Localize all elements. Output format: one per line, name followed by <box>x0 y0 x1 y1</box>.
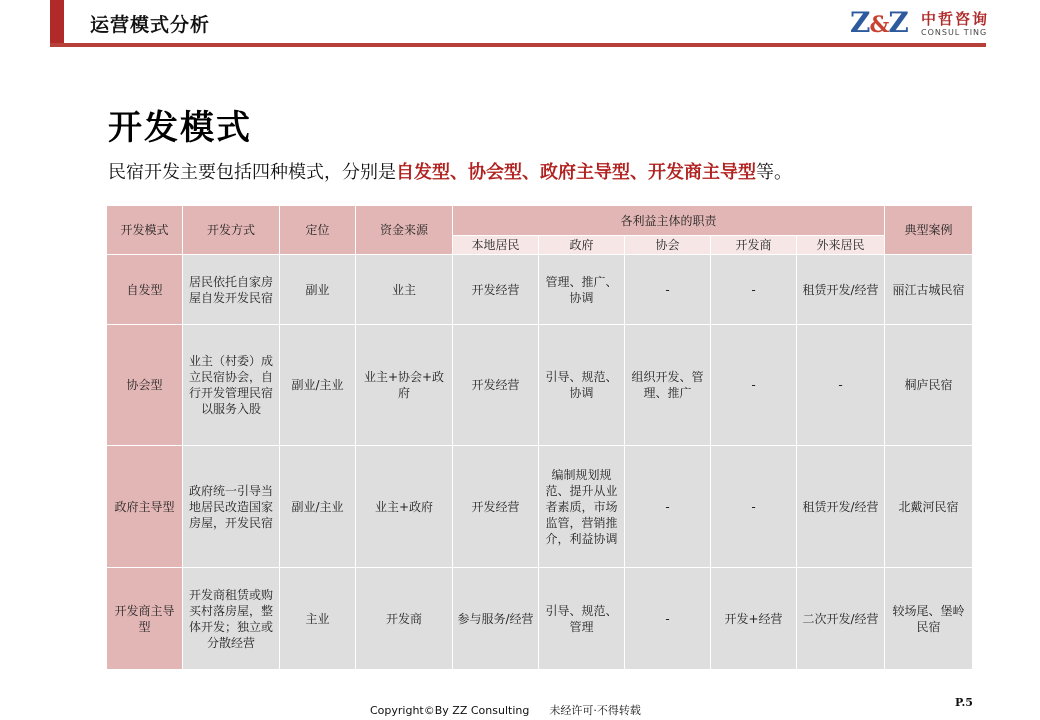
row-case: 丽江古城民宿 <box>885 255 973 325</box>
intro-prefix: 民宿开发主要包括四种模式，分别是 <box>108 162 396 183</box>
row-government-duty: 引导、规范、协调 <box>539 325 625 446</box>
intro-paragraph <box>108 158 792 184</box>
table-row <box>107 568 973 670</box>
header-stakeholder-developer: 开发商 <box>711 236 797 255</box>
header-funding: 资金来源 <box>356 206 453 255</box>
company-logo-english: CONSUL TING <box>921 28 988 37</box>
page-header-title: 运营模式分析 <box>90 14 211 36</box>
section-title: 开发模式 <box>108 108 252 148</box>
row-developer-duty: - <box>711 325 797 446</box>
row-method: 居民依托自家房屋自发开发民宿 <box>183 255 280 325</box>
table-row <box>107 255 973 325</box>
row-position: 副业 <box>280 255 356 325</box>
row-position: 主业 <box>280 568 356 670</box>
header-method: 开发方式 <box>183 206 280 255</box>
row-position: 副业/主业 <box>280 446 356 568</box>
row-developer-duty: 开发+经营 <box>711 568 797 670</box>
development-mode-table <box>106 205 973 670</box>
row-mode-label: 协会型 <box>107 325 183 446</box>
header-accent-bar <box>50 0 64 44</box>
row-method: 业主（村委）成立民宿协会，自行开发管理民宿以服务入股 <box>183 325 280 446</box>
row-funding: 业主+协会+政府 <box>356 325 453 446</box>
row-outsider-duty: - <box>797 325 885 446</box>
row-outsider-duty: 租赁开发/经营 <box>797 255 885 325</box>
row-local-duty: 开发经营 <box>453 446 539 568</box>
header-divider <box>50 43 986 47</box>
row-position: 副业/主业 <box>280 325 356 446</box>
row-association-duty: - <box>625 255 711 325</box>
row-association-duty: - <box>625 446 711 568</box>
header-position: 定位 <box>280 206 356 255</box>
row-mode-label: 政府主导型 <box>107 446 183 568</box>
row-funding: 开发商 <box>356 568 453 670</box>
row-local-duty: 开发经营 <box>453 325 539 446</box>
header-stakeholder-government: 政府 <box>539 236 625 255</box>
header-duties: 各利益主体的职责 <box>453 206 885 236</box>
row-case: 较场尾、堡岭民宿 <box>885 568 973 670</box>
header-stakeholder-outsider: 外来居民 <box>797 236 885 255</box>
company-logo-mark: Z&Z <box>850 6 908 39</box>
row-funding: 业主+政府 <box>356 446 453 568</box>
copyright-text: Copyright©By ZZ Consulting <box>370 704 530 717</box>
intro-highlight: 自发型、协会型、政府主导型、开发商主导型 <box>396 162 756 183</box>
intro-suffix: 等。 <box>756 162 792 183</box>
logo-ampersand: & <box>869 12 889 38</box>
row-method: 政府统一引导当地居民改造国家房屋，开发民宿 <box>183 446 280 568</box>
page-number: P.5 <box>955 696 973 709</box>
reprint-notice: 未经许可·不得转载 <box>549 704 641 717</box>
footer-copyright <box>370 702 641 718</box>
row-local-duty: 参与服务/经营 <box>453 568 539 670</box>
row-case: 北戴河民宿 <box>885 446 973 568</box>
row-government-duty: 编制规划规范、提升从业者素质，市场监管，营销推介，利益协调 <box>539 446 625 568</box>
row-case: 桐庐民宿 <box>885 325 973 446</box>
row-outsider-duty: 二次开发/经营 <box>797 568 885 670</box>
row-funding: 业主 <box>356 255 453 325</box>
header-stakeholder-local: 本地居民 <box>453 236 539 255</box>
company-logo-chinese: 中哲咨询 <box>921 10 990 28</box>
row-developer-duty: - <box>711 446 797 568</box>
row-association-duty: - <box>625 568 711 670</box>
row-method: 开发商租赁或购买村落房屋，整体开发；独立或分散经营 <box>183 568 280 670</box>
row-outsider-duty: 租赁开发/经营 <box>797 446 885 568</box>
row-mode-label: 开发商主导型 <box>107 568 183 670</box>
header-stakeholder-association: 协会 <box>625 236 711 255</box>
row-local-duty: 开发经营 <box>453 255 539 325</box>
header-mode: 开发模式 <box>107 206 183 255</box>
table-row <box>107 446 973 568</box>
header-cases: 典型案例 <box>885 206 973 255</box>
table-row <box>107 325 973 446</box>
row-association-duty: 组织开发、管理、推广 <box>625 325 711 446</box>
row-government-duty: 引导、规范、管理 <box>539 568 625 670</box>
row-developer-duty: - <box>711 255 797 325</box>
row-mode-label: 自发型 <box>107 255 183 325</box>
row-government-duty: 管理、推广、协调 <box>539 255 625 325</box>
